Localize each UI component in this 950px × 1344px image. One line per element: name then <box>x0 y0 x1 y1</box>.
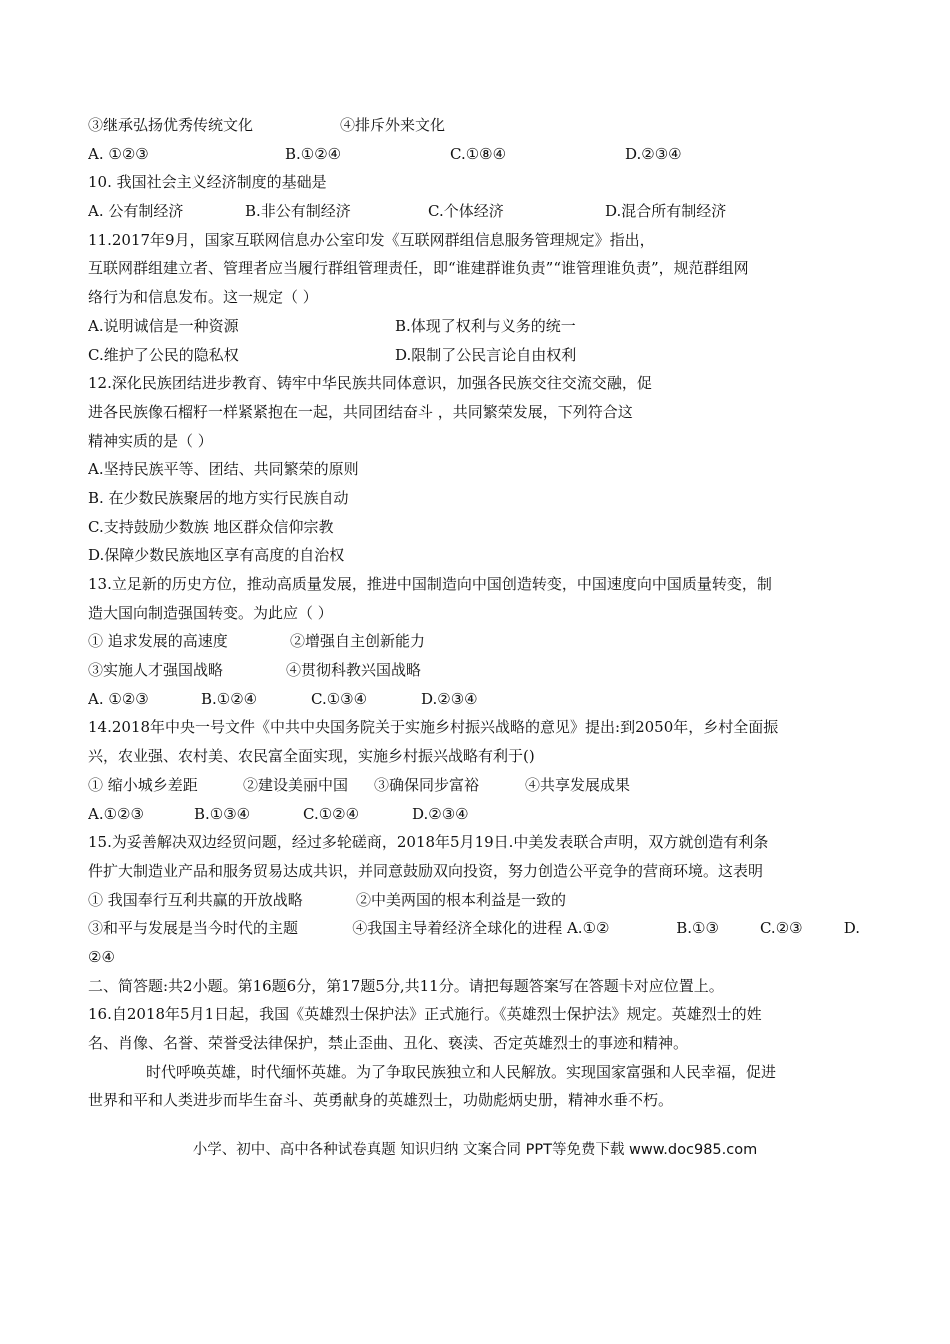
q10-options-row <box>88 197 860 226</box>
q9-option-c: C.①⑧④ <box>450 144 507 163</box>
q11-options-row-1 <box>88 312 860 341</box>
q12-option-d: D.保障少数民族地区享有高度的自治权 <box>88 546 345 565</box>
q9-item-3: ③继承弘扬优秀传统文化 <box>88 116 254 134</box>
q14-stem-1: 14.2018年中央一号文件《中共中央国务院关于实施乡村振兴战略的意见》提出:到2050年，乡村全面振 <box>88 718 779 737</box>
q10-option-a: A. 公有制经济 <box>88 202 184 221</box>
q11-options-row-2 <box>88 341 860 370</box>
q14-item-3: ③确保同步富裕 <box>374 775 480 794</box>
q15-option-d-value: ②④ <box>88 947 115 966</box>
q15-option-c: C.②③ <box>759 919 803 938</box>
q9-items-row <box>88 111 860 140</box>
q13-item-2: ②增强自主创新能力 <box>290 632 426 651</box>
q13-stem-1: 13.立足新的历史方位，推动高质量发展，推进中国制造向中国创造转变，中国速度向中国质量转变，制 <box>88 575 772 593</box>
q16-stem-2: 名、肖像、名誉、荣誉受法律保护，禁止歪曲、丑化、亵渎、否定英雄烈士的事迹和精神。 <box>88 1034 689 1052</box>
q11-option-c: C.维护了公民的隐私权 <box>88 345 239 364</box>
q12-stem-3: 精神实质的是（ ） <box>88 431 213 450</box>
q16-paragraph-1: 时代呼唤英雄，时代缅怀英雄。为了争取民族独立和人民解放。实现国家富强和人民幸福，促进 <box>146 1062 777 1081</box>
q11-option-d: D.限制了公民言论自由权利 <box>395 345 577 364</box>
q9-option-d: D.②③④ <box>625 144 682 163</box>
q10-option-b: B.非公有制经济 <box>245 202 351 221</box>
q11-stem-2: 互联网群组建立者、管理者应当履行群组管理责任，即“谁建群谁负责”“谁管理谁负责”，规范群组网 <box>88 259 749 278</box>
page-footer: 小学、初中、高中各种试卷真题 知识归纳 文案合同 PPT等免费下载 www.doc985.com <box>192 1142 758 1158</box>
q15-item-1: ① 我国奉行互利共赢的开放战略 <box>88 890 303 909</box>
q15-items-row-2 <box>88 914 860 943</box>
q11-stem-1: 11.2017年9月，国家互联网信息办公室印发《互联网群组信息服务管理规定》指出， <box>88 230 655 249</box>
q15-item-3: ③和平与发展是当今时代的主题 <box>88 919 299 938</box>
q14-option-a: A.①②③ <box>88 804 144 823</box>
q13-item-3: ③实施人才强国战略 <box>88 661 224 680</box>
q10-stem: 10. 我国社会主义经济制度的基础是 <box>88 173 327 192</box>
q13-option-b: B.①②④ <box>201 689 258 708</box>
q14-option-b: B.①③④ <box>194 804 251 823</box>
q9-options-row <box>88 140 860 169</box>
q11-option-a: A.说明诚信是一种资源 <box>88 316 239 335</box>
q12-stem-1: 12.深化民族团结进步教育、铸牢中华民族共同体意识，加强各民族交往交流交融，促 <box>88 374 652 393</box>
q13-option-c: C.①③④ <box>311 689 368 708</box>
q15-option-d-label: D. <box>843 919 860 938</box>
q16-stem-1: 16.自2018年5月1日起，我国《英雄烈士保护法》正式施行。《英雄烈士保护法》规定。英雄烈士的姓 <box>88 1005 762 1024</box>
q9-option-b: B.①②④ <box>285 144 342 163</box>
q14-options-row <box>88 800 860 829</box>
q13-items-row-2 <box>88 656 860 685</box>
q13-option-d: D.②③④ <box>421 689 478 708</box>
q15-option-b: B.①③ <box>676 919 719 938</box>
q14-item-1: ① 缩小城乡差距 <box>88 775 198 794</box>
q15-item-4-and-option-a: ④我国主导着经济全球化的进程 A.①② <box>352 919 610 938</box>
q15-stem-1: 15.为妥善解决双边经贸问题，经过多轮磋商，2018年5月19日.中美发表联合声明，双方就创造有利条 <box>88 833 769 852</box>
q11-stem-3: 络行为和信息发布。这一规定（ ） <box>88 288 318 307</box>
q14-items-row <box>88 771 860 800</box>
exam-page <box>88 111 860 1115</box>
q10-option-c: C.个体经济 <box>428 202 504 221</box>
q13-stem-2: 造大国向制造强国转变。为此应（ ） <box>88 603 333 622</box>
q14-option-c: C.①②④ <box>303 804 360 823</box>
q12-option-c: C.支持鼓励少数族 地区群众信仰宗教 <box>88 517 334 536</box>
q10-option-d: D.混合所有制经济 <box>605 202 727 221</box>
q12-stem-2: 进各民族像石榴籽一样紧紧抱在一起，共同团结奋斗 ，共同繁荣发展，下列符合这 <box>88 402 633 421</box>
section-2-heading: 二、简答题:共2小题。第16题6分，第17题5分,共11分。请把每题答案写在答题卡对应位置上。 <box>88 976 724 995</box>
q13-items-row-1 <box>88 627 860 656</box>
q9-option-a: A. ①②③ <box>88 144 149 163</box>
q15-item-2: ②中美两国的根本利益是一致的 <box>356 890 567 909</box>
q14-item-2: ②建设美丽中国 <box>243 775 349 794</box>
q12-option-b: B. 在少数民族聚居的地方实行民族自动 <box>88 488 349 507</box>
q14-option-d: D.②③④ <box>412 804 469 823</box>
q16-paragraph-2: 世界和平和人类进步而毕生奋斗、英勇献身的英雄烈士，功勋彪炳史册，精神水垂不朽。 <box>88 1091 674 1110</box>
q15-items-row-1 <box>88 886 860 915</box>
q13-option-a: A. ①②③ <box>88 689 149 708</box>
q11-option-b: B.体现了权利与义务的统一 <box>395 316 576 335</box>
q15-stem-2: 件扩大制造业产品和服务贸易达成共识，并同意鼓励双向投资，努力创造公平竞争的营商环境。这表明 <box>88 861 764 880</box>
q13-item-1: ① 追求发展的高速度 <box>88 632 228 651</box>
q14-stem-2: 兴，农业强、农村美、农民富全面实现，实施乡村振兴战略有利于() <box>88 747 535 766</box>
q14-item-4: ④共享发展成果 <box>525 775 631 794</box>
q13-item-4: ④贯彻科教兴国战略 <box>286 661 422 680</box>
q13-options-row <box>88 685 860 714</box>
q9-item-4: ④排斥外来文化 <box>340 116 446 134</box>
q12-option-a: A.坚持民族平等、团结、共同繁荣的原则 <box>88 460 359 479</box>
